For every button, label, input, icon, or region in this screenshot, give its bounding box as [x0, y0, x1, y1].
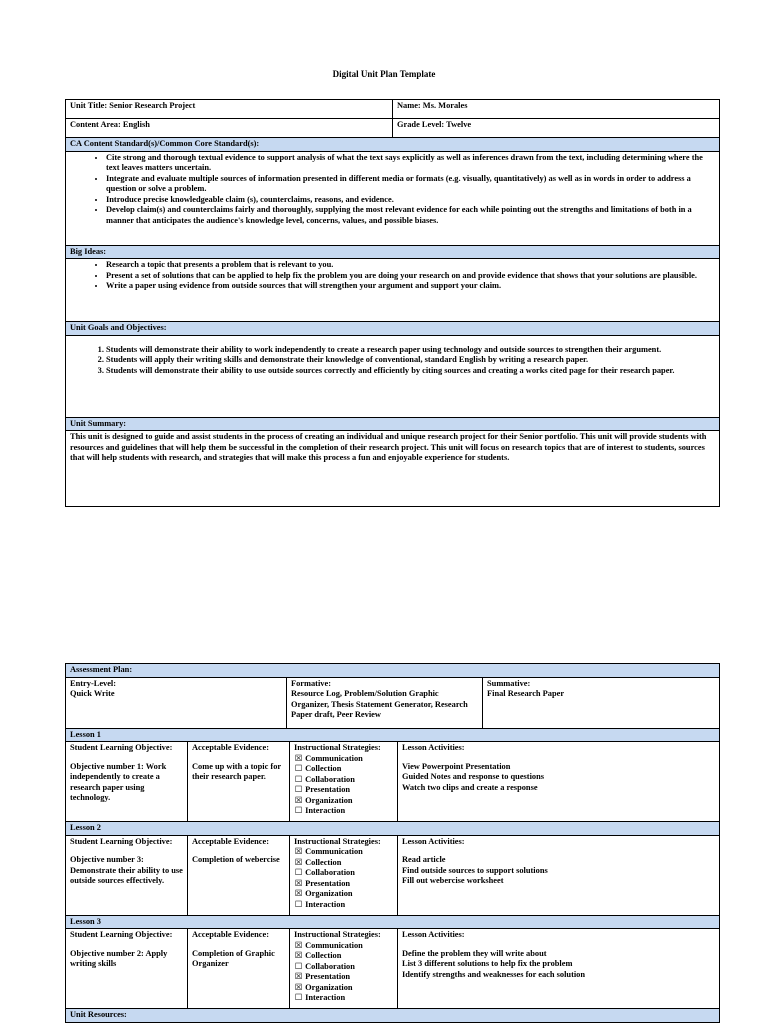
- big-ideas-list: [70, 260, 715, 292]
- strategies-label: Instructional Strategies:: [294, 836, 381, 846]
- standards-cell: [66, 151, 720, 245]
- summary-header: Unit Summary:: [66, 417, 720, 431]
- lesson-evidence: Come up with a topic for their research paper.: [192, 761, 281, 781]
- activity-item: List 3 different solutions to help fix the problem: [402, 959, 573, 968]
- strategy-checkbox: [294, 858, 393, 869]
- big-idea-item: • Present a set of solutions that can be applied to help fix the problem you are doing your research on and provide evidence that shows that your solutions are plausible.: [106, 271, 715, 282]
- strategy-checkbox: [294, 764, 393, 775]
- teacher-name: Name: Ms. Morales: [393, 100, 720, 119]
- strategy-checkbox: [294, 785, 393, 796]
- strategy-label: Presentation: [305, 785, 351, 794]
- strategy-label: Collection: [305, 951, 342, 960]
- assessment-lessons-table: [65, 663, 720, 1023]
- activities-label: Lesson Activities:: [402, 836, 465, 846]
- lesson-objective-cell: [66, 929, 188, 1009]
- strategy-label: Communication: [305, 753, 363, 763]
- big-idea-item: • Write a paper using evidence from outside sources that will strengthen your argument and support your claim.: [106, 281, 715, 292]
- strategy-checkbox: [294, 847, 393, 858]
- strategy-label: Collaboration: [305, 774, 355, 784]
- formative-cell: [287, 677, 483, 728]
- lesson-evidence-cell: [188, 742, 290, 822]
- unit-title: Unit Title: Senior Research Project: [66, 100, 393, 119]
- strategy-checkbox: [294, 993, 393, 1004]
- entry-level-cell: [66, 677, 287, 728]
- strategy-checkbox: [294, 879, 393, 890]
- strategy-label: Collection: [305, 857, 342, 867]
- checkbox-icon: ☐: [294, 899, 303, 909]
- standard-item: • Integrate and evaluate multiple sources of information presented in different media or formats (e.g. visually, quantitatively) as well as in words in order to address a question or solve a problem.: [106, 174, 715, 195]
- lesson-header: Lesson 2: [66, 822, 720, 836]
- lesson-objective: Objective number 1: Work independently to create a research paper using technology.: [70, 761, 167, 802]
- activity-item: Read article: [402, 855, 446, 864]
- checkbox-icon: ☒: [294, 753, 303, 763]
- strategy-checkbox: [294, 889, 393, 900]
- strategy-label: Organization: [305, 982, 353, 992]
- slo-label: Student Learning Objective:: [70, 836, 173, 846]
- lesson-activities-cell: [398, 835, 720, 915]
- evidence-label: Acceptable Evidence:: [192, 930, 269, 939]
- checkbox-icon: ☒: [294, 878, 303, 888]
- standard-item: • Cite strong and thorough textual evidence to support analysis of what the text says explicitly as well as inferences drawn from the text, including determining where the text leaves matters uncertain.: [106, 153, 715, 174]
- standards-list: [70, 153, 715, 227]
- summative-value: Final Research Paper: [487, 689, 565, 698]
- lesson-evidence: Completion of Graphic Organizer: [192, 948, 275, 968]
- activity-item: Fill out webercise worksheet: [402, 876, 504, 885]
- lesson-activities-cell: [398, 929, 720, 1009]
- slo-label: Student Learning Objective:: [70, 743, 173, 752]
- goals-cell: [66, 335, 720, 417]
- checkbox-icon: ☐: [294, 961, 303, 971]
- checkbox-icon: ☐: [294, 764, 303, 773]
- strategy-checkbox: [294, 983, 393, 994]
- entry-level-label: Entry-Level:: [70, 678, 117, 688]
- strategies-label: Instructional Strategies:: [294, 743, 381, 752]
- strategy-label: Presentation: [305, 972, 351, 981]
- strategy-label: Organization: [305, 889, 353, 898]
- strategy-label: Collection: [305, 764, 342, 773]
- activity-item: Identify strengths and weaknesses for each solution: [402, 969, 586, 979]
- standard-item: • Introduce precise knowledgeable claim (s), counterclaims, reasons, and evidence.: [106, 195, 715, 206]
- activity-item: Watch two clips and create a response: [402, 782, 538, 792]
- lesson-objective-cell: [66, 742, 188, 822]
- strategy-label: Organization: [305, 795, 353, 805]
- checkbox-icon: ☐: [294, 806, 303, 815]
- strategy-checkbox: [294, 900, 393, 911]
- activity-item: View Powerpoint Presentation: [402, 761, 511, 771]
- strategy-checkbox: [294, 941, 393, 952]
- checkbox-icon: ☒: [294, 972, 303, 981]
- lesson-header: Lesson 1: [66, 728, 720, 742]
- checkbox-icon: ☐: [294, 868, 303, 877]
- goals-list: [70, 345, 715, 377]
- summative-cell: [483, 677, 720, 728]
- summative-label: Summative:: [487, 678, 531, 688]
- strategy-checkbox: [294, 775, 393, 786]
- strategy-label: Interaction: [305, 993, 346, 1002]
- checkbox-icon: ☒: [294, 795, 303, 805]
- activity-item: Find outside sources to support solutions: [402, 865, 548, 875]
- goal-item: 3. Students will demonstrate their ability to use outside sources correctly and efficiently by citing sources and creating a works cited page for their research paper.: [106, 366, 715, 377]
- checkbox-icon: ☒: [294, 889, 303, 898]
- standard-item: • Develop claim(s) and counterclaims fairly and thoroughly, supplying the most relevant evidence for each while pointing out the strengths and limitations of both in a manner that anticipates the audience's knowledge level, concerns, values, and possible biases.: [106, 205, 715, 226]
- checkbox-icon: ☒: [294, 847, 303, 856]
- content-area: Content Area: English: [66, 119, 393, 138]
- goals-header: Unit Goals and Objectives:: [66, 322, 720, 336]
- evidence-label: Acceptable Evidence:: [192, 836, 269, 846]
- checkbox-icon: ☒: [294, 940, 303, 950]
- grade-level: Grade Level: Twelve: [393, 119, 720, 138]
- formative-label: Formative:: [291, 678, 331, 688]
- strategy-label: Interaction: [305, 899, 346, 909]
- strategy-checkbox: [294, 806, 393, 817]
- lesson-evidence-cell: [188, 929, 290, 1009]
- strategy-label: Communication: [305, 940, 363, 950]
- strategy-checkbox: [294, 951, 393, 962]
- checkbox-icon: ☐: [294, 774, 303, 784]
- checkbox-icon: ☐: [294, 785, 303, 794]
- lesson-strategies-cell: [290, 835, 398, 915]
- lesson-strategies-cell: [290, 929, 398, 1009]
- strategy-label: Collaboration: [305, 961, 355, 971]
- strategy-label: Collaboration: [305, 868, 355, 877]
- activity-item: Guided Notes and response to questions: [402, 772, 545, 781]
- big-ideas-header: Big Ideas:: [66, 245, 720, 259]
- lesson-evidence: Completion of webercise: [192, 855, 280, 864]
- lesson-evidence-cell: [188, 835, 290, 915]
- unit-summary: This unit is designed to guide and assist students in the process of creating an individual and unique research project for their Senior portfolio. This unit will provide students with resources and guidelines that will help them be successful in the completion of their research project. This unit will focus on research topics that are of interest to students, sources that will help students with research, and strategies that will make this process a fun and enjoyable experience for students.: [66, 431, 720, 507]
- activity-item: Define the problem they will write about: [402, 948, 547, 958]
- checkbox-icon: ☒: [294, 951, 303, 960]
- strategies-label: Instructional Strategies:: [294, 930, 381, 939]
- unit-overview-table: [65, 99, 720, 507]
- lesson-objective: Objective number 2: Apply writing skills: [70, 948, 168, 968]
- evidence-label: Acceptable Evidence:: [192, 743, 269, 752]
- assessment-header: Assessment Plan:: [66, 664, 720, 678]
- standards-header: CA Content Standard(s)/Common Core Standard(s):: [66, 138, 720, 152]
- lesson-activities-cell: [398, 742, 720, 822]
- strategy-label: Presentation: [305, 878, 351, 888]
- entry-level-value: Quick Write: [70, 689, 115, 698]
- lesson-header: Lesson 3: [66, 915, 720, 929]
- lesson-objective-cell: [66, 835, 188, 915]
- strategy-checkbox: [294, 962, 393, 973]
- strategy-label: Communication: [305, 847, 363, 856]
- strategy-checkbox: [294, 972, 393, 983]
- lesson-strategies-cell: [290, 742, 398, 822]
- strategy-checkbox: [294, 796, 393, 807]
- goal-item: 2. Students will apply their writing skills and demonstrate their knowledge of conventional, standard English by writing a research paper.: [106, 355, 715, 366]
- document-title: Digital Unit Plan Template: [332, 69, 436, 79]
- resources-header: Unit Resources:: [66, 1009, 720, 1023]
- big-ideas-cell: [66, 259, 720, 322]
- checkbox-icon: ☐: [294, 993, 303, 1002]
- activities-label: Lesson Activities:: [402, 930, 465, 939]
- big-idea-item: • Research a topic that presents a problem that is relevant to you.: [106, 260, 715, 271]
- strategy-label: Interaction: [305, 806, 346, 815]
- goal-item: 1. Students will demonstrate their ability to work independently to create a research paper using technology and outside sources to strengthen their argument.: [106, 345, 715, 356]
- checkbox-icon: ☒: [294, 857, 303, 867]
- slo-label: Student Learning Objective:: [70, 930, 173, 939]
- strategy-checkbox: [294, 868, 393, 879]
- formative-value: Resource Log, Problem/Solution Graphic Organizer, Thesis Statement Generator, Research Paper draft, Peer Review: [291, 689, 468, 719]
- lesson-objective: Objective number 3: Demonstrate their ability to use outside sources effectively.: [70, 855, 183, 885]
- checkbox-icon: ☒: [294, 982, 303, 992]
- activities-label: Lesson Activities:: [402, 743, 465, 752]
- strategy-checkbox: [294, 754, 393, 765]
